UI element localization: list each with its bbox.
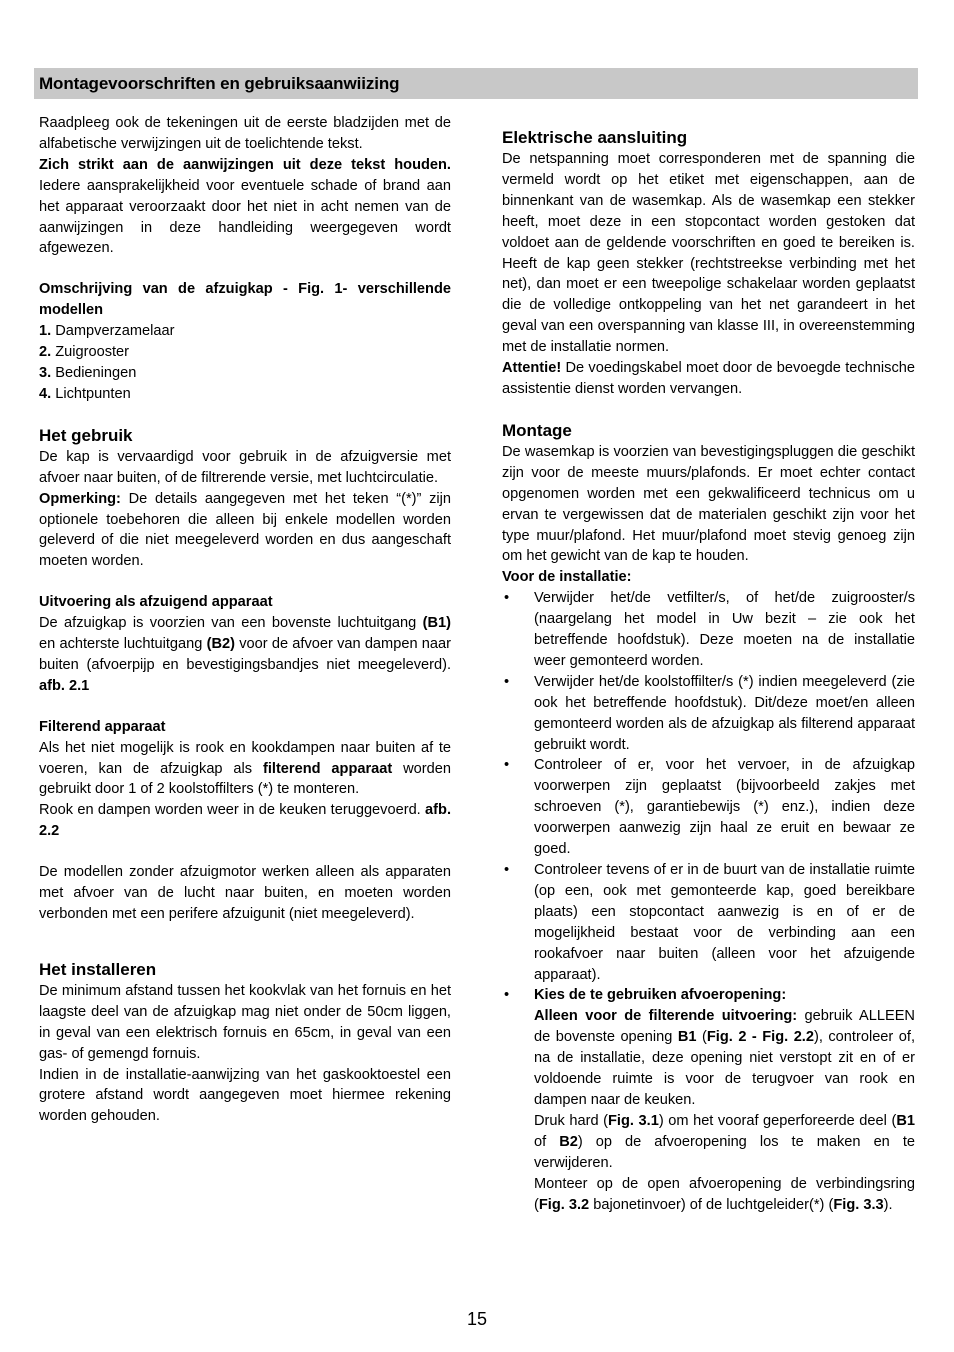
item-number: 3. [39,364,52,381]
item-number: 4. [39,385,52,402]
outlet-p2a: Druk hard ( [534,1112,609,1129]
extract-fig-ref: afb. 2.1 [39,677,90,694]
parts-list [39,321,451,405]
list-item-outlet [502,985,915,1215]
outlet-paragraph-3 [534,1174,915,1216]
page-title: Montagevoorschriften en gebruiksaanwiizing [39,74,400,93]
filter-text-b: worden gebruikt door 1 of 2 koolstoffilters (*) te monteren. [39,760,452,798]
list-item [39,342,451,363]
attention-paragraph [502,358,915,400]
outlet-fig31: Fig. 3.1 [608,1112,659,1129]
outlet-p2b: ) om het vooraf geperforeerde deel ( [658,1112,897,1129]
warning-text: Iedere aansprakelijkheid voor eventuele schade of brand aan het apparaat veroorzaakt door het niet in acht nemen van de aanwijzingen in deze handleiding weergegeven wordt afgewezen. [39,177,451,257]
outlet-text-3: ), controleer of, na de installatie, deze opening niet verstopt zit en of er voldoende ruimte is voor de terugvoer van rook en dampen naar de keuken. [534,1029,915,1108]
filter-paragraph-2 [39,800,451,842]
install-paragraph-1: De minimum afstand tussen het kookvlak van het fornuis en het laagste deel van de afzuigkap mag niet onder de 50cm liggen, in geval van een elektrisch fornuis en 65cm, in geval van een gas- of gemengd fornuis. [39,982,451,1062]
page-number: 15 [466,1309,488,1329]
item-text: Zuigrooster [51,344,130,361]
left-column [39,113,451,1127]
description-heading: Omschrijving van de afzuigkap - Fig. 1- verschillende modellen [39,281,451,319]
list-item: • Controleer of er, voor het vervoer, in de afzuigkap voorwerpen zijn geplaatst (bijvoorbeeld zakjes met schroeven (*), garantiebewijs (*) enz.), indien deze voorwerpen aanwezig zijn haal ze eruit en bewaar ze goed. [502,755,915,860]
extract-paragraph [39,613,451,697]
extract-text-c: voor de afvoer van dampen naar buiten (afvoerpijp en bevestigingsbandjes niet meegeleverd). [39,636,451,673]
outlet-b2: B2 [559,1133,578,1150]
item-number: 1. [39,323,52,340]
list-item: • Controleer tevens of er in de buurt van de installatie ruimte (op een, ook met gemonteerde kap, goed bereikbare plaats) een stopcontact aanwezig is en of er de mogelijkheid bestaat voor de verbinding aan een rookafvoer naar buiten (alleen voor het afzuigende apparaat). [502,860,915,985]
item-number: 2. [39,344,52,361]
note-label: Opmerking: [39,490,121,507]
extract-text-b: en achterste luchtuitgang [39,636,207,653]
list-item: • Verwijder het/de koolstoffilter/s (*) indien meegeleverd (zie ook het betreffende hoofdstuk). Dit/deze moet/en alleen gemonteerd worden als de afzuigkap als filterend apparaat gebruikt wordt. [502,672,915,756]
item-text: Lichtpunten [51,385,131,402]
warning-bold-text: Zich strikt aan de aanwijzingen uit deze tekst houden. [39,156,451,173]
attention-label: Attentie! [502,360,562,377]
before-install-heading: Voor de installatie: [502,569,632,586]
outlet-fig33: Fig. 3.3 [833,1196,884,1213]
outlet-p3c: ). [883,1196,893,1213]
filter-text-a: Als het niet mogelijk is rook en kookdampen naar buiten af te voeren, kan de afzuigkap als [39,739,451,777]
warning-paragraph [39,155,451,260]
outlet-b1b: B1 [896,1112,915,1129]
intro-text: Raadpleeg ook de tekeningen uit de eerste bladzijden met de alfabetische verwijzingen uit de toelichtende tekst. [39,115,451,152]
attention-text: De voedingskabel moet door de bevoegde technische assistentie dienst worden vervangen. [502,360,915,397]
list-item [39,321,451,342]
outlet-heading: • Kies de te gebruiken afvoeropening: [534,987,787,1004]
outlet-paragraph-1 [534,1006,915,1111]
outlet-fig2: Fig. 2 - Fig. 2.2 [706,1029,814,1046]
use-heading: Het gebruik [39,425,133,445]
extract-heading: Uitvoering als afzuigend apparaat [39,594,273,611]
install-heading: Het installeren [39,959,157,979]
outlet-fig32: Fig. 3.2 [538,1196,590,1213]
outlet-p3a: Monteer op de open afvoeropening de verbindingsring ( [534,1175,915,1213]
mounting-heading: Montage [502,420,572,440]
extract-text-a: De afzuigkap is voorzien van een bovenste luchtuitgang [39,615,423,632]
filter-bold: filterend apparaat [262,760,393,777]
electrical-heading: Elektrische aansluiting [502,128,688,147]
list-item [39,363,451,384]
list-item [39,384,451,405]
outlet-p2c: of [534,1133,560,1150]
outlet-text-1: gebruik ALLEEN de bovenste opening [534,1008,915,1046]
extract-b1: (B1) [422,615,451,632]
list-item: • Verwijder het/de vetfilter/s, of het/de zuigrooster/s (naargelang het model in Uw bezit – zie ook het betreffende hoofdstuk). Deze moeten na de installatie weer gemonteerd worden. [502,588,915,672]
item-text: Dampverzamelaar [51,323,175,340]
outlet-paragraph-2 [534,1111,915,1174]
note-text: De details aangegeven met het teken “(*)” zijn optionele toebehoren die alleen bij enkele modellen worden geleverd of die niet meegeleverd worden en dus aangeschaft moeten worden. [39,490,451,570]
mounting-paragraph: De wasemkap is voorzien van bevestigingspluggen die geschikt zijn voor de meeste muurs/plafonds. Er moet echter contact opgenomen worden met een gekwalificeerd technicus om u ervan te vergewissen dat de materialen geschikt zijn voor het type muur/plafond. Het muur/plafond moet stevig genoeg zijn om het gewicht van de kap te houden. [502,443,915,565]
use-paragraph: De kap is vervaardigd voor gebruik in de afzuigversie met afvoer naar buiten, of de filtrerende versie, met luchtcirculatie. [39,448,451,486]
install-paragraph-2: Indien in de installatie-aanwijzing van het gaskooktoestel een grotere afstand wordt aangegeven moet hiermee rekening worden gehouden. [39,1066,451,1125]
outlet-p2d: ) op de afvoeropening los te maken en te verwijderen. [534,1133,916,1171]
intro-paragraph [39,113,451,155]
electrical-paragraph: De netspanning moet corresponderen met de spanning die vermeld wordt op het etiket met eigenschappen, aan de binnenkant van de wasemkap. Als de wasemkap een stekker heeft, moet deze in een stopcontact worden gestoken dat voldoet aan de geldende voorschriften en goed te bereiken is. Heeft de kap geen stekker (rechtstreekse verbinding met het net), dan moet er een tweepolige schakelaar worden geplaatst die de volledige ontkoppeling van het net garandeert in het geval van een overspanning van klasse III, in overeenstemming met de installatie normen. [502,151,915,356]
item-text: Bedieningen [51,364,137,381]
filter-fig-ref: afb. 2.2 [39,802,451,840]
outlet-p3b: bajonetinvoer) of de luchtgeleider(*) ( [589,1196,834,1213]
extract-b2: (B2) [206,636,236,653]
outlet-b1: B1 [677,1029,697,1046]
right-column [502,127,915,1215]
filter-heading: Filterend apparaat [39,718,166,735]
no-motor-paragraph: De modellen zonder afzuigmotor werken alleen als apparaten met afvoer van de lucht naar buiten, en moeten worden verbonden met een perifere afzuigunit (niet meegeleverd). [39,864,451,922]
outlet-filter-label: Alleen voor de filterende uitvoering: [534,1008,798,1025]
filter-paragraph [39,738,451,801]
filter-text-c: Rook en dampen worden weer in de keuken teruggevoerd. [39,802,426,819]
outlet-text-2: ( [696,1029,707,1046]
note-paragraph [39,489,451,573]
section-banner [34,68,918,99]
install-checklist [502,588,915,1215]
